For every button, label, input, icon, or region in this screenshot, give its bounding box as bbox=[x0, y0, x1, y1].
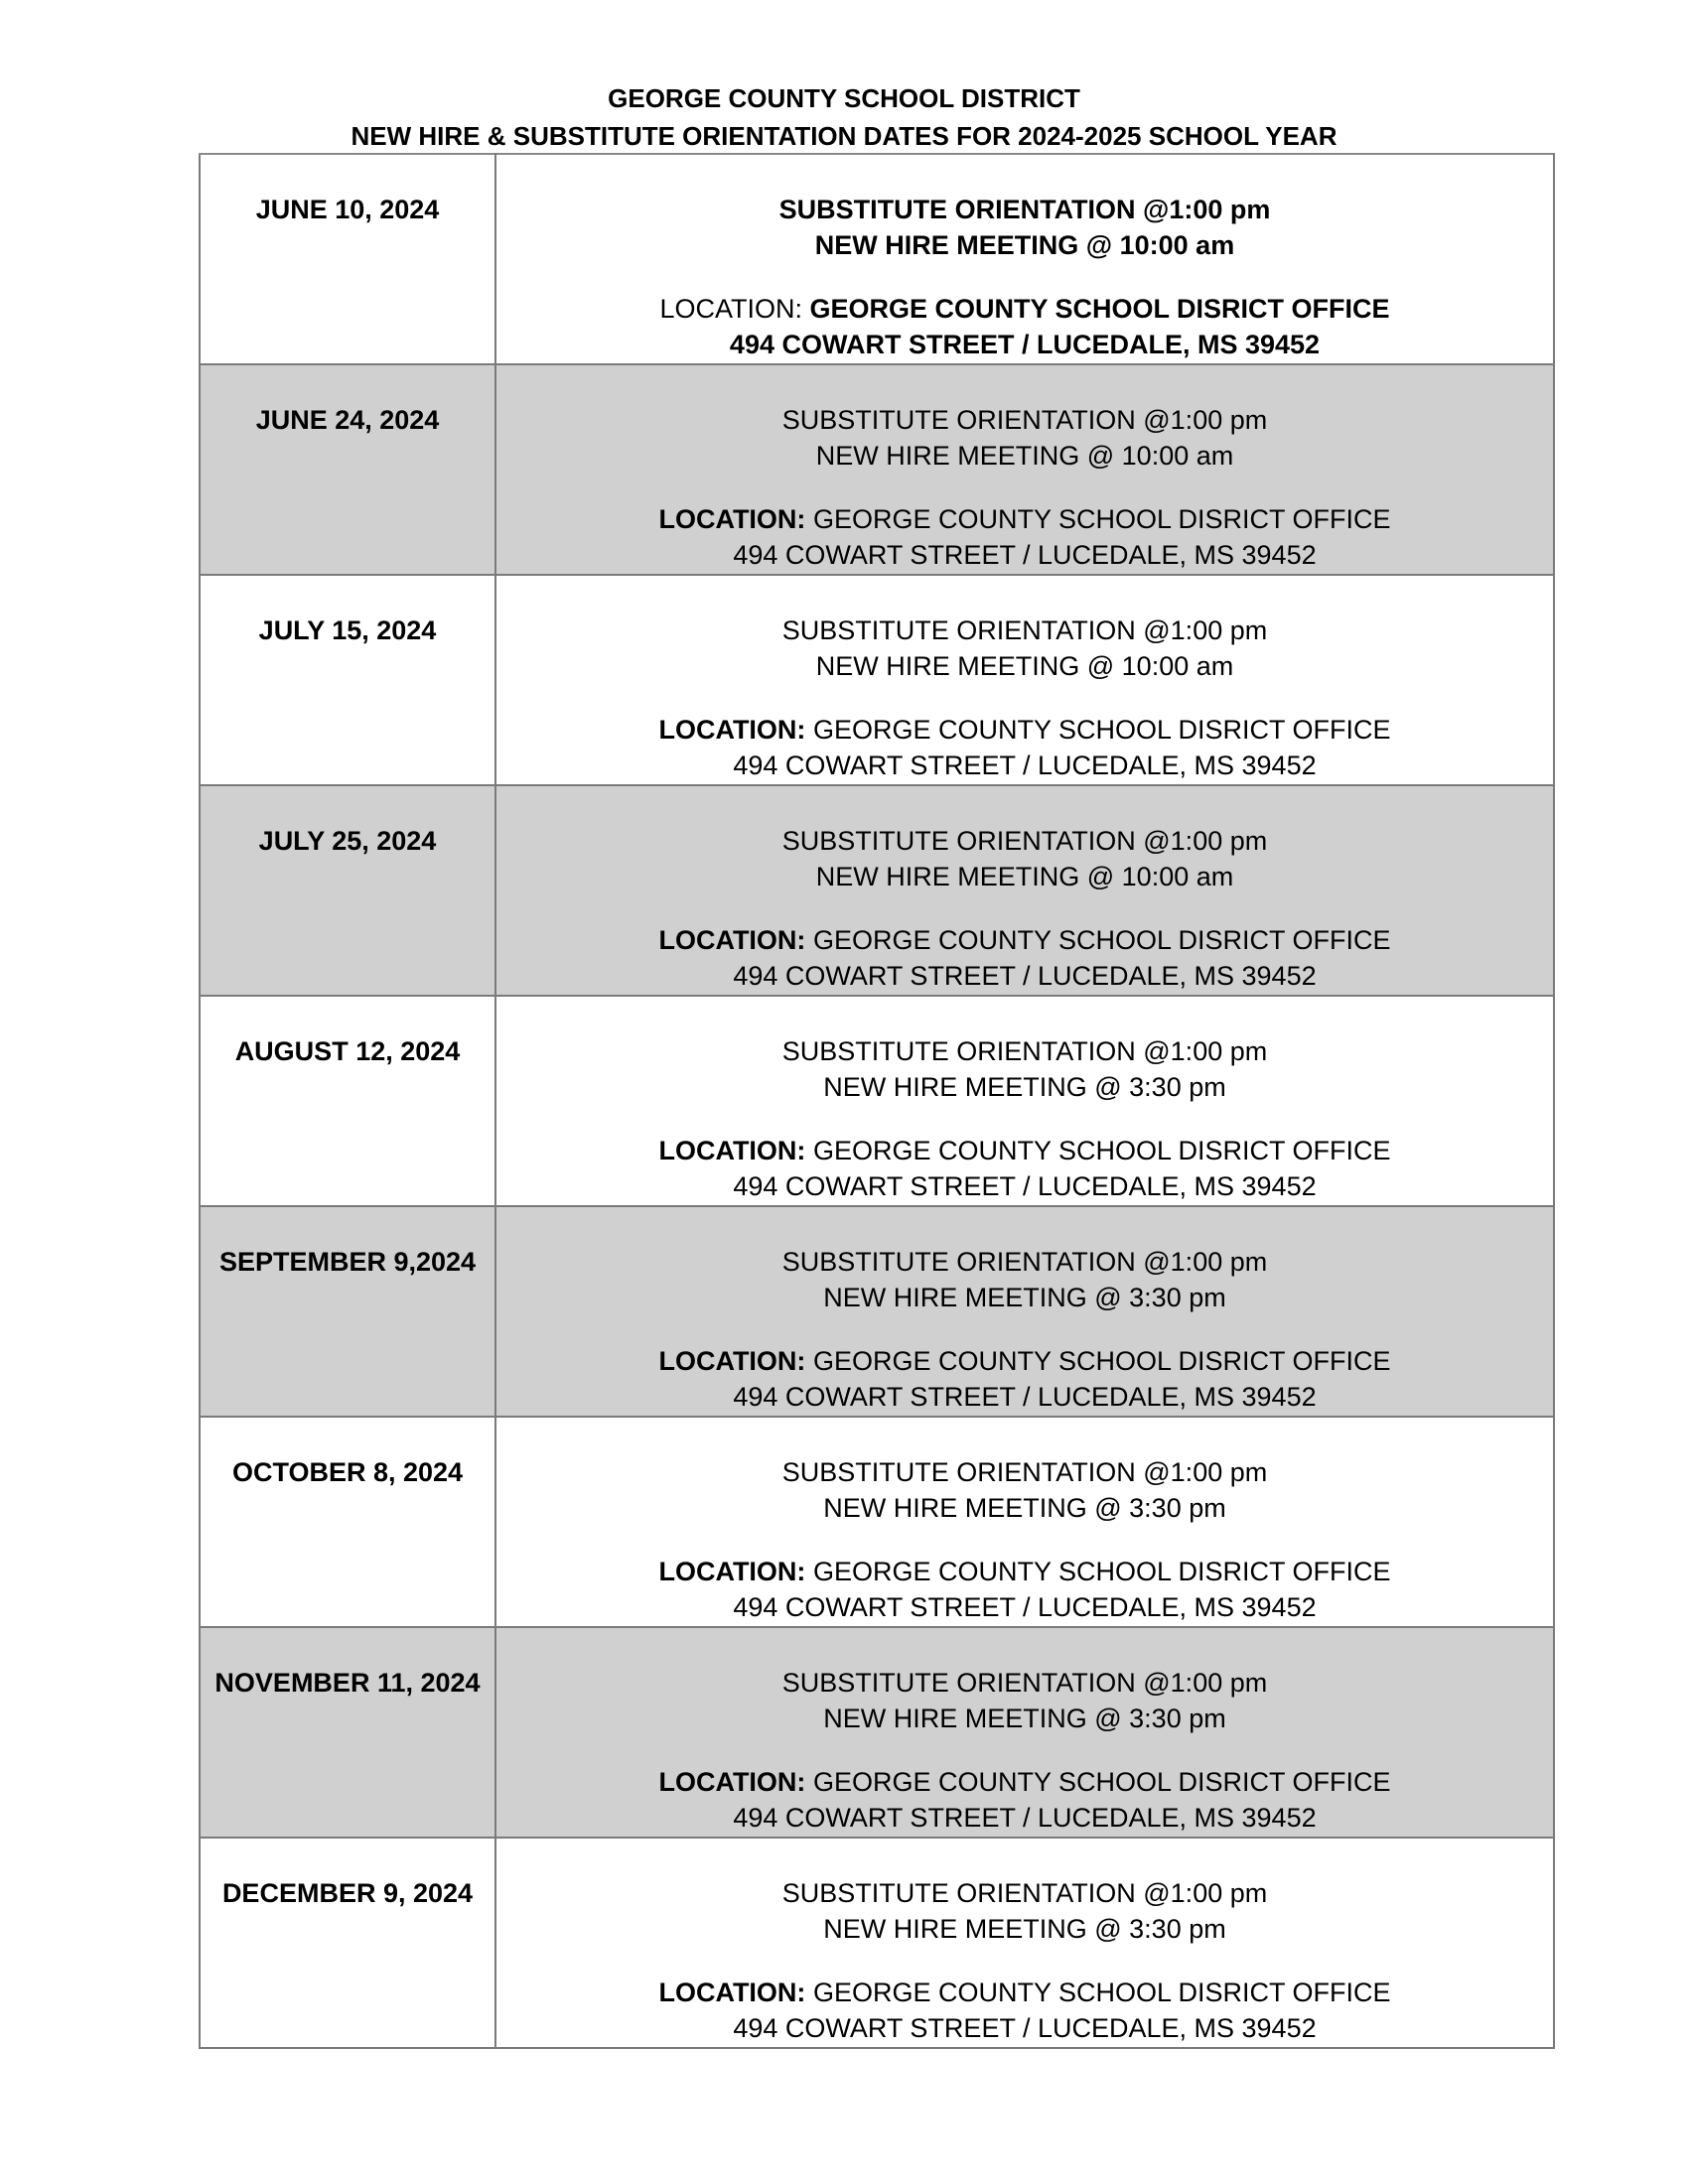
session-details bbox=[495, 1838, 1554, 2048]
location-label: LOCATION: bbox=[659, 294, 802, 324]
schedule-row bbox=[200, 1206, 1554, 1417]
location-name: GEORGE COUNTY SCHOOL DISRICT OFFICE bbox=[812, 1978, 1391, 2007]
location-name: GEORGE COUNTY SCHOOL DISRICT OFFICE bbox=[812, 1557, 1391, 1586]
location-name: GEORGE COUNTY SCHOOL DISRICT OFFICE bbox=[812, 1346, 1391, 1376]
schedule-row bbox=[200, 996, 1554, 1206]
new-hire-meeting-time: NEW HIRE MEETING @ 10:00 am bbox=[815, 651, 1234, 681]
location-label: LOCATION: bbox=[658, 715, 806, 745]
date-cell bbox=[200, 154, 495, 364]
location-address: 494 COWART STREET / LUCEDALE, MS 39452 bbox=[733, 1382, 1317, 1412]
session-details bbox=[495, 996, 1554, 1206]
schedule-row bbox=[200, 785, 1554, 996]
location-label: LOCATION: bbox=[658, 1557, 806, 1586]
session-details bbox=[495, 785, 1554, 996]
location-address: 494 COWART STREET / LUCEDALE, MS 39452 bbox=[733, 1592, 1317, 1622]
location-label: LOCATION: bbox=[658, 925, 806, 955]
session-date: OCTOBER 8, 2024 bbox=[231, 1457, 464, 1487]
session-details bbox=[495, 1627, 1554, 1838]
substitute-orientation-time: SUBSTITUTE ORIENTATION @1:00 pm bbox=[781, 405, 1268, 435]
session-details bbox=[495, 364, 1554, 575]
new-hire-meeting-time: NEW HIRE MEETING @ 10:00 am bbox=[814, 230, 1235, 260]
session-date: AUGUST 12, 2024 bbox=[234, 1036, 461, 1066]
location-label: LOCATION: bbox=[658, 1767, 806, 1797]
session-date: NOVEMBER 11, 2024 bbox=[214, 1668, 481, 1698]
schedule-row bbox=[200, 575, 1554, 785]
session-date: JULY 15, 2024 bbox=[258, 615, 437, 645]
location-name: GEORGE COUNTY SCHOOL DISRICT OFFICE bbox=[812, 1767, 1391, 1797]
new-hire-meeting-time: NEW HIRE MEETING @ 3:30 pm bbox=[823, 1914, 1226, 1944]
location-address: 494 COWART STREET / LUCEDALE, MS 39452 bbox=[729, 330, 1321, 359]
location-address: 494 COWART STREET / LUCEDALE, MS 39452 bbox=[733, 751, 1317, 780]
date-cell bbox=[200, 1627, 495, 1838]
session-details bbox=[495, 154, 1554, 364]
new-hire-meeting-time: NEW HIRE MEETING @ 10:00 am bbox=[815, 441, 1234, 471]
location-name: GEORGE COUNTY SCHOOL DISRICT OFFICE bbox=[809, 294, 1390, 324]
location-label: LOCATION: bbox=[658, 1136, 806, 1165]
session-date: JUNE 10, 2024 bbox=[255, 195, 440, 224]
schedule-row bbox=[200, 154, 1554, 364]
schedule-row bbox=[200, 1627, 1554, 1838]
location-label: LOCATION: bbox=[658, 504, 806, 534]
new-hire-meeting-time: NEW HIRE MEETING @ 3:30 pm bbox=[823, 1072, 1226, 1102]
location-address: 494 COWART STREET / LUCEDALE, MS 39452 bbox=[733, 1803, 1317, 1833]
substitute-orientation-time: SUBSTITUTE ORIENTATION @1:00 pm bbox=[781, 1036, 1268, 1066]
district-title: GEORGE COUNTY SCHOOL DISTRICT bbox=[608, 83, 1080, 113]
session-date: JUNE 24, 2024 bbox=[255, 405, 440, 435]
date-cell bbox=[200, 996, 495, 1206]
new-hire-meeting-time: NEW HIRE MEETING @ 3:30 pm bbox=[823, 1704, 1226, 1733]
location-name: GEORGE COUNTY SCHOOL DISRICT OFFICE bbox=[812, 504, 1391, 534]
location-name: GEORGE COUNTY SCHOOL DISRICT OFFICE bbox=[812, 925, 1391, 955]
location-address: 494 COWART STREET / LUCEDALE, MS 39452 bbox=[733, 540, 1317, 570]
location-label: LOCATION: bbox=[658, 1346, 806, 1376]
session-details bbox=[495, 1206, 1554, 1417]
schedule-row bbox=[200, 1838, 1554, 2048]
substitute-orientation-time: SUBSTITUTE ORIENTATION @1:00 pm bbox=[781, 615, 1268, 645]
orientation-schedule-table bbox=[199, 153, 1555, 2049]
session-date: JULY 25, 2024 bbox=[258, 826, 437, 856]
location-name: GEORGE COUNTY SCHOOL DISRICT OFFICE bbox=[812, 1136, 1391, 1165]
location-address: 494 COWART STREET / LUCEDALE, MS 39452 bbox=[733, 2013, 1317, 2043]
session-details bbox=[495, 1417, 1554, 1627]
new-hire-meeting-time: NEW HIRE MEETING @ 3:30 pm bbox=[823, 1493, 1226, 1523]
location-address: 494 COWART STREET / LUCEDALE, MS 39452 bbox=[733, 1171, 1317, 1201]
location-label: LOCATION: bbox=[658, 1978, 806, 2007]
substitute-orientation-time: SUBSTITUTE ORIENTATION @1:00 pm bbox=[781, 1457, 1268, 1487]
new-hire-meeting-time: NEW HIRE MEETING @ 3:30 pm bbox=[823, 1283, 1226, 1312]
date-cell bbox=[200, 1206, 495, 1417]
substitute-orientation-time: SUBSTITUTE ORIENTATION @1:00 pm bbox=[781, 1668, 1268, 1698]
session-details bbox=[495, 575, 1554, 785]
session-date: SEPTEMBER 9,2024 bbox=[218, 1247, 477, 1277]
date-cell bbox=[200, 575, 495, 785]
location-name: GEORGE COUNTY SCHOOL DISRICT OFFICE bbox=[812, 715, 1391, 745]
date-cell bbox=[200, 785, 495, 996]
schedule-row bbox=[200, 364, 1554, 575]
schedule-row bbox=[200, 1417, 1554, 1627]
new-hire-meeting-time: NEW HIRE MEETING @ 10:00 am bbox=[815, 862, 1234, 891]
substitute-orientation-time: SUBSTITUTE ORIENTATION @1:00 pm bbox=[781, 1878, 1268, 1908]
schedule-title: NEW HIRE & SUBSTITUTE ORIENTATION DATES FOR 2024-2025 SCHOOL YEAR bbox=[351, 121, 1337, 151]
substitute-orientation-time: SUBSTITUTE ORIENTATION @1:00 pm bbox=[778, 195, 1271, 224]
date-cell bbox=[200, 1838, 495, 2048]
document-heading bbox=[0, 79, 1688, 155]
substitute-orientation-time: SUBSTITUTE ORIENTATION @1:00 pm bbox=[781, 1247, 1268, 1277]
date-cell bbox=[200, 1417, 495, 1627]
session-date: DECEMBER 9, 2024 bbox=[221, 1878, 474, 1908]
date-cell bbox=[200, 364, 495, 575]
location-address: 494 COWART STREET / LUCEDALE, MS 39452 bbox=[733, 961, 1317, 991]
substitute-orientation-time: SUBSTITUTE ORIENTATION @1:00 pm bbox=[781, 826, 1268, 856]
